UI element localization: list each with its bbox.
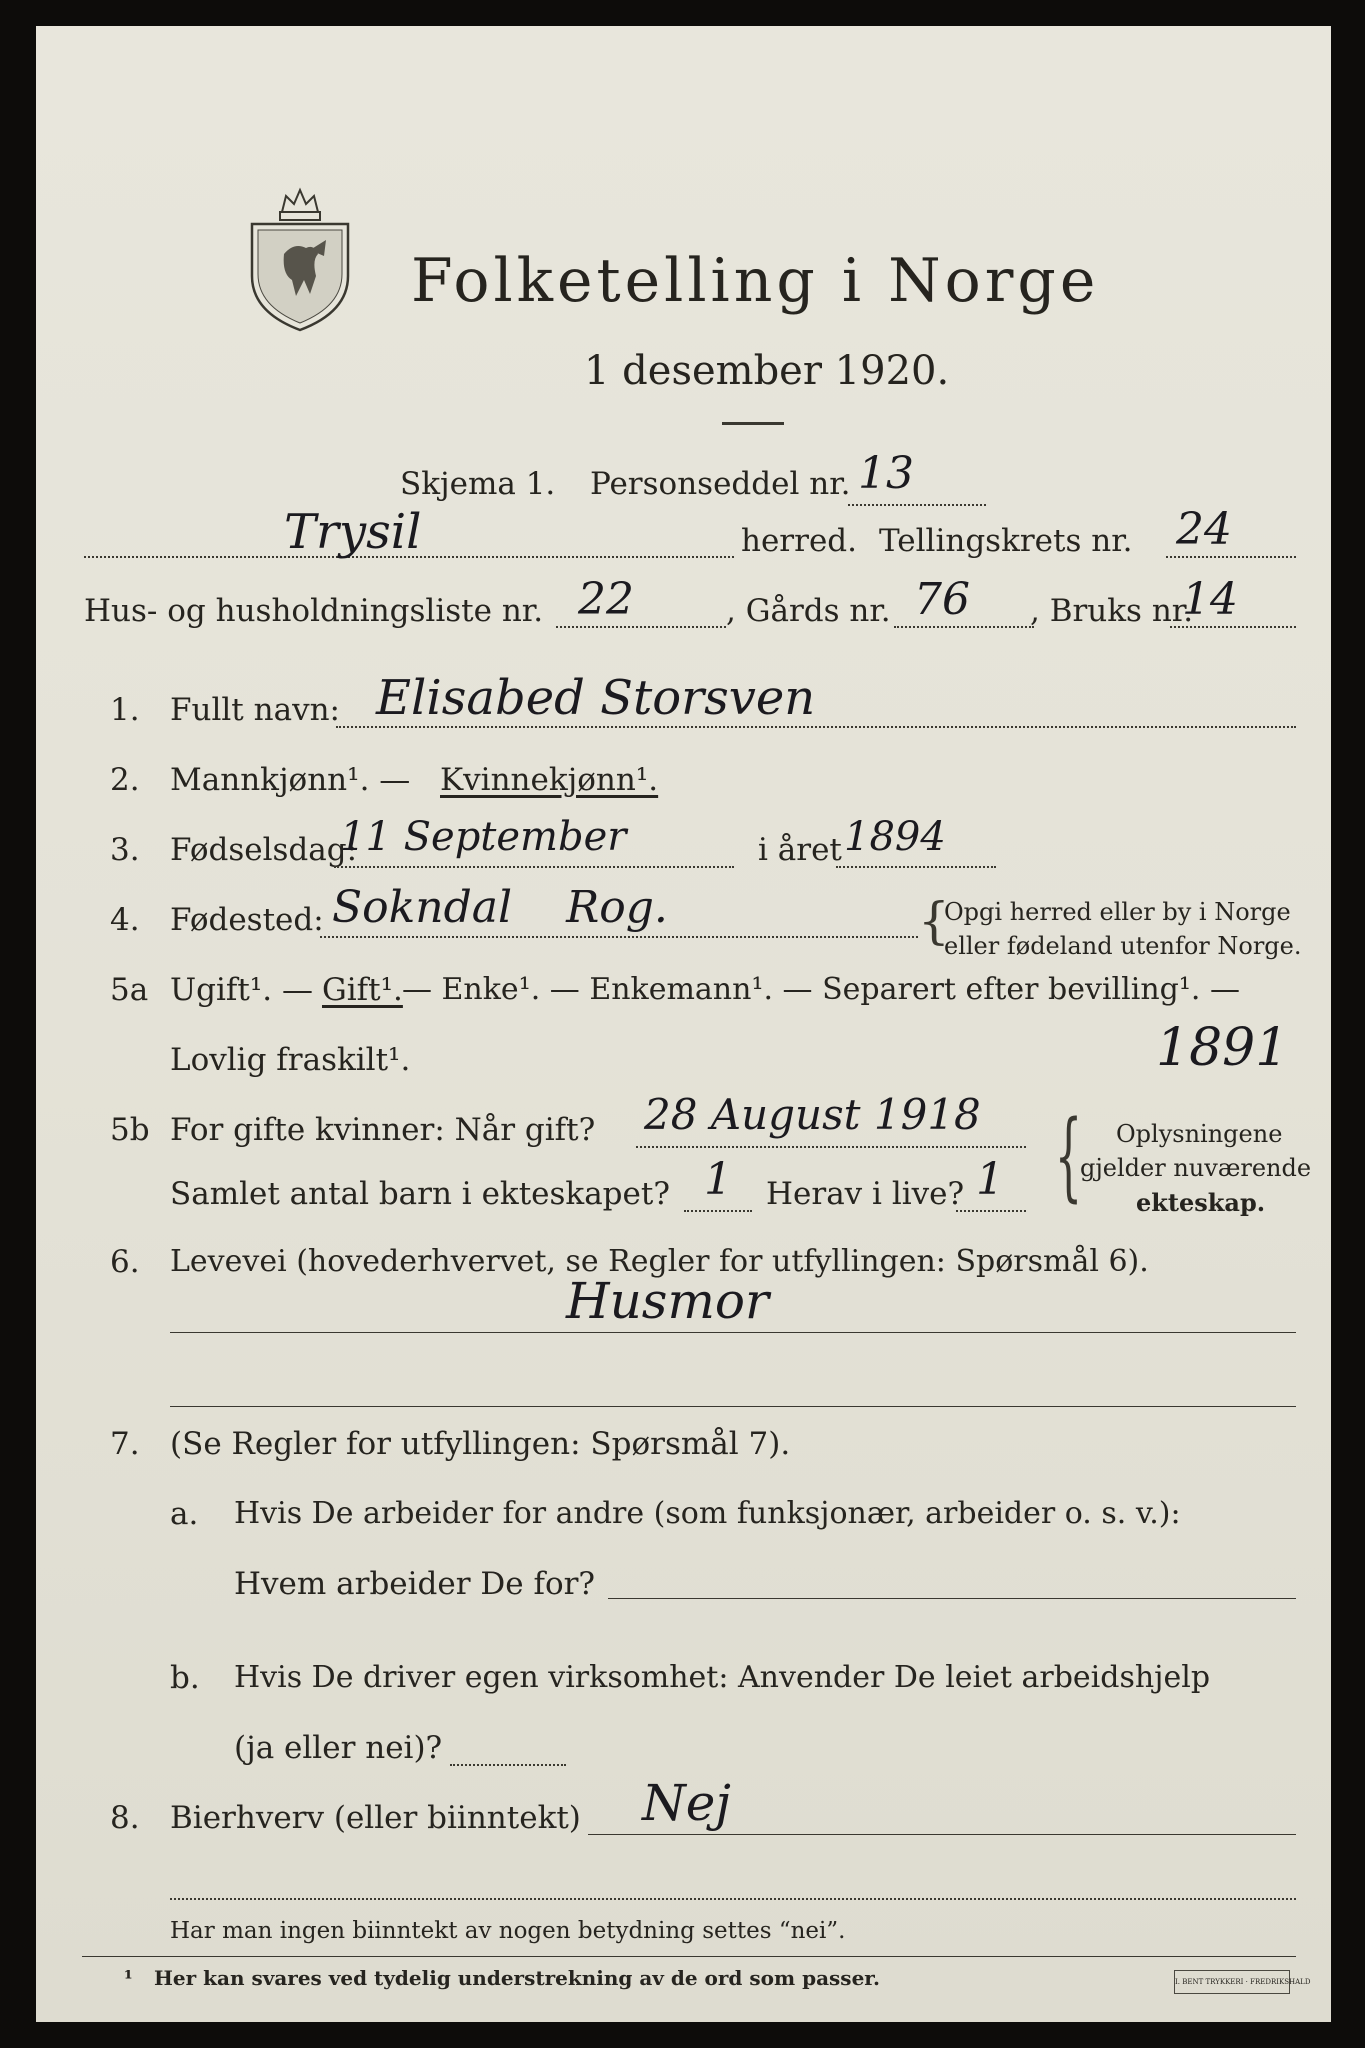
q4-label: Fødested:: [170, 902, 324, 938]
children-count-value[interactable]: 1: [704, 1154, 732, 1205]
form-title: Folketelling i Norge: [411, 246, 1100, 316]
husliste-value[interactable]: 22: [578, 574, 634, 625]
q2-female-underlined: Kvinnekjønn¹.: [440, 762, 659, 798]
personseddel-field-line: [848, 504, 986, 506]
married-date-value[interactable]: 28 August 1918: [644, 1090, 981, 1139]
census-date: 1 desember 1920.: [584, 348, 950, 394]
occupation-value[interactable]: Husmor: [566, 1272, 769, 1330]
q5b-children-label: Samlet antal barn i ekteskapet?: [170, 1176, 670, 1212]
bruks-field-line: [1170, 626, 1296, 628]
q4-note-brace: {: [918, 892, 950, 950]
q5a-gift-option[interactable]: [322, 972, 403, 1008]
husliste-label: Hus- og husholdningsliste nr.: [84, 593, 544, 629]
footnote-text: Her kan svares ved tydelig understrekning av de ord som passer.: [154, 1966, 880, 1990]
q4-field-line: [320, 936, 918, 938]
q6-number: 6.: [110, 1244, 140, 1280]
q5b-alive-label: Herav i live?: [766, 1176, 965, 1212]
q2-female-option[interactable]: [440, 762, 658, 798]
q5b-married-field-line: [636, 1146, 1026, 1148]
side-income-value[interactable]: Nej: [642, 1774, 731, 1832]
q5a-margin-note: 1891: [1156, 1018, 1289, 1078]
q7-label: (Se Regler for utfyllingen: Spørsmål 7).: [170, 1426, 791, 1462]
q5b-alive-field-line: [956, 1210, 1026, 1212]
coat-of-arms-icon: [244, 184, 356, 338]
q3-number: 3.: [110, 832, 140, 868]
q4-note-line2: eller fødeland utenfor Norge.: [944, 932, 1302, 960]
q6-field-line-2: [170, 1406, 1296, 1407]
q7b-label: Hvis De driver egen virksomhet: Anvender De leiet arbeidshjelp: [234, 1660, 1211, 1695]
footnote-mark: ¹: [124, 1966, 133, 1990]
q6-field-line-1: [170, 1332, 1296, 1333]
q7a-letter: a.: [170, 1496, 199, 1532]
q7-number: 7.: [110, 1426, 140, 1462]
q4-number: 4.: [110, 902, 140, 938]
full-name-value[interactable]: Elisabed Storsven: [376, 670, 816, 726]
gards-value[interactable]: 76: [914, 574, 970, 625]
q5a-ugift-option[interactable]: Ugift¹. —: [170, 972, 313, 1008]
q1-number: 1.: [110, 692, 140, 728]
q5b-note-line2: gjelder nuværende: [1080, 1154, 1312, 1182]
q8-field-line-2: [170, 1898, 1296, 1900]
herred-label: herred.: [741, 523, 857, 559]
footnote-rule: [82, 1956, 1296, 1957]
q3-label: Fødselsdag:: [170, 832, 358, 868]
q1-label: Fullt navn:: [170, 692, 340, 728]
q8-number: 8.: [110, 1800, 140, 1836]
q7b-line2: (ja eller nei)?: [234, 1730, 443, 1766]
q7b-field-line: [450, 1764, 566, 1766]
schema-label: Skjema 1.: [400, 466, 556, 502]
bruks-label: , Bruks nr.: [1030, 593, 1194, 629]
q5b-number: 5b: [110, 1112, 150, 1148]
gards-label: , Gårds nr.: [726, 593, 891, 629]
tellingskrets-label: Tellingskrets nr.: [879, 523, 1133, 559]
q5a-number: 5a: [110, 972, 149, 1008]
q5a-other-options[interactable]: — Enke¹. — Enkemann¹. — Separert efter bevilling¹. —: [402, 972, 1240, 1007]
q5b-note-line1: Oplysningene: [1116, 1120, 1283, 1148]
personseddel-value[interactable]: 13: [858, 448, 914, 499]
q2-number: 2.: [110, 762, 140, 798]
q5b-children-field-line: [684, 1210, 752, 1212]
printer-stamp-text: I. BENT TRYKKERI · FREDRIKSHALD: [1175, 1978, 1311, 1986]
q7a-field-line: [608, 1598, 1296, 1599]
q6-label: Levevei (hovederhvervet, se Regler for utfyllingen: Spørsmål 6).: [170, 1244, 1149, 1279]
bruks-value[interactable]: 14: [1182, 574, 1238, 625]
q7a-label: Hvis De arbeider for andre (som funksjonær, arbeider o. s. v.):: [234, 1496, 1181, 1531]
herred-value[interactable]: Trysil: [284, 504, 422, 560]
q2-male-option[interactable]: Mannkjønn¹. —: [170, 762, 411, 798]
q8-label: Bierhverv (eller biinntekt): [170, 1800, 581, 1836]
q7a-line2: Hvem arbeider De for?: [234, 1566, 596, 1602]
birthplace-value[interactable]: Sokndal Rog.: [332, 882, 668, 933]
children-alive-value[interactable]: 1: [976, 1154, 1004, 1205]
gards-field-line: [894, 626, 1034, 628]
title-rule: [722, 422, 784, 425]
printer-stamp: [1174, 1970, 1311, 1994]
q3-year-label: i året: [758, 832, 842, 868]
q5b-note-line3: ekteskap.: [1136, 1188, 1266, 1217]
q7b-letter: b.: [170, 1660, 200, 1696]
q8-field-line-1: [588, 1834, 1296, 1835]
q1-field-line: [336, 726, 1296, 728]
husliste-field-line: [556, 626, 726, 628]
birth-year-value[interactable]: 1894: [844, 814, 946, 860]
q3-day-field-line: [334, 866, 734, 868]
q4-note-line1: Opgi herred eller by i Norge: [944, 898, 1291, 926]
no-income-note: Har man ingen biinntekt av nogen betydning settes “nei”.: [170, 1918, 846, 1944]
q5a-fraskilt-option[interactable]: Lovlig fraskilt¹.: [170, 1042, 411, 1078]
personseddel-label: Personseddel nr.: [590, 466, 851, 502]
q3-year-field-line: [836, 866, 996, 868]
q5b-label: For gifte kvinner: Når gift?: [170, 1112, 596, 1148]
tellingskrets-value[interactable]: 24: [1176, 504, 1232, 555]
q5b-note-brace: {: [1054, 1100, 1083, 1212]
tellingskrets-field-line: [1166, 556, 1296, 558]
census-form-sheet: [36, 26, 1331, 2022]
q5a-gift-underlined: Gift¹.: [322, 972, 403, 1008]
birth-date-value[interactable]: 11 September: [340, 814, 627, 860]
